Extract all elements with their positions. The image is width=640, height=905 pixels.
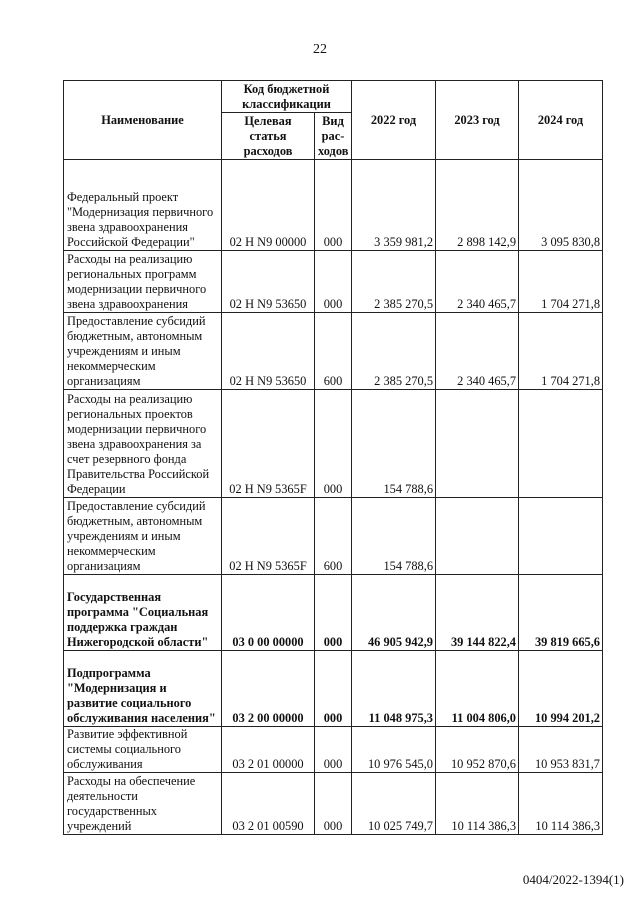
- row-value-2024: 10 994 201,2: [519, 651, 603, 727]
- header-expense-type: Вид рас-ходов: [315, 113, 352, 160]
- row-value-2022: 154 788,6: [352, 390, 436, 498]
- row-target-article: 03 2 01 00000: [222, 727, 315, 773]
- table-row: [64, 390, 603, 498]
- header-name: Наименование: [64, 81, 222, 160]
- header-target-article: Целевая статья расходов: [222, 113, 315, 160]
- row-value-2023: 10 114 386,3: [436, 773, 519, 835]
- row-name: Федеральный проект "Модернизация первичного звена здравоохранения Российской Федерации": [64, 160, 222, 251]
- row-target-article: 02 Н N9 5365F: [222, 498, 315, 575]
- row-value-2023: 11 004 806,0: [436, 651, 519, 727]
- row-expense-type: 000: [315, 773, 352, 835]
- row-value-2024: 3 095 830,8: [519, 160, 603, 251]
- row-value-2022: 46 905 942,9: [352, 575, 436, 651]
- row-expense-type: 000: [315, 390, 352, 498]
- row-expense-type: 000: [315, 651, 352, 727]
- row-target-article: 02 Н N9 53650: [222, 313, 315, 390]
- row-name: Предоставление субсидий бюджетным, автономным учреждениям и иным некоммерческим организациям: [64, 498, 222, 575]
- row-name: Расходы на реализацию региональных программ модернизации первичного звена здравоохранения: [64, 251, 222, 313]
- row-value-2024: 1 704 271,8: [519, 251, 603, 313]
- row-name: Предоставление субсидий бюджетным, автономным учреждениям и иным некоммерческим организациям: [64, 313, 222, 390]
- row-value-2023: 39 144 822,4: [436, 575, 519, 651]
- row-target-article: 03 2 01 00590: [222, 773, 315, 835]
- row-value-2023: [436, 498, 519, 575]
- table-row: [64, 575, 603, 651]
- row-value-2022: 154 788,6: [352, 498, 436, 575]
- row-value-2024: 1 704 271,8: [519, 313, 603, 390]
- row-target-article: 02 Н N9 5365F: [222, 390, 315, 498]
- row-value-2022: 10 025 749,7: [352, 773, 436, 835]
- header-year-2022: 2022 год: [352, 81, 436, 160]
- row-value-2022: 2 385 270,5: [352, 251, 436, 313]
- footer-document-code: 0404/2022-1394(1): [522, 872, 624, 887]
- row-value-2024: 39 819 665,6: [519, 575, 603, 651]
- row-value-2024: 10 114 386,3: [519, 773, 603, 835]
- row-value-2022: 10 976 545,0: [352, 727, 436, 773]
- table-row: [64, 651, 603, 727]
- row-value-2024: [519, 390, 603, 498]
- row-expense-type: 600: [315, 313, 352, 390]
- row-name: Государственная программа "Социальная поддержка граждан Нижегородской области": [64, 575, 222, 651]
- header-year-2023: 2023 год: [436, 81, 519, 160]
- table-row: [64, 773, 603, 835]
- table-row: [64, 313, 603, 390]
- row-name: Развитие эффективной системы социального обслуживания: [64, 727, 222, 773]
- header-code-group: Код бюджетной классификации: [222, 81, 352, 113]
- row-name: Подпрограмма "Модернизация и развитие социального обслуживания населения": [64, 651, 222, 727]
- row-name: Расходы на обеспечение деятельности государственных учреждений: [64, 773, 222, 835]
- budget-table: [63, 80, 603, 835]
- row-value-2024: [519, 498, 603, 575]
- table-row: [64, 498, 603, 575]
- row-expense-type: 000: [315, 160, 352, 251]
- row-value-2023: [436, 390, 519, 498]
- row-value-2022: 11 048 975,3: [352, 651, 436, 727]
- row-expense-type: 000: [315, 575, 352, 651]
- row-value-2023: 10 952 870,6: [436, 727, 519, 773]
- header-year-2024: 2024 год: [519, 81, 603, 160]
- row-value-2023: 2 340 465,7: [436, 251, 519, 313]
- row-value-2022: 3 359 981,2: [352, 160, 436, 251]
- row-target-article: 03 0 00 00000: [222, 575, 315, 651]
- row-target-article: 03 2 00 00000: [222, 651, 315, 727]
- row-value-2024: 10 953 831,7: [519, 727, 603, 773]
- table-row: [64, 160, 603, 251]
- row-expense-type: 000: [315, 727, 352, 773]
- row-name: Расходы на реализацию региональных проектов модернизации первичного звена здравоохранения за счет резервного фонда Правительства Российской Федерации: [64, 390, 222, 498]
- row-target-article: 02 Н N9 53650: [222, 251, 315, 313]
- table-row: [64, 727, 603, 773]
- row-value-2022: 2 385 270,5: [352, 313, 436, 390]
- row-expense-type: 000: [315, 251, 352, 313]
- row-expense-type: 600: [315, 498, 352, 575]
- row-value-2023: 2 898 142,9: [436, 160, 519, 251]
- row-target-article: 02 Н N9 00000: [222, 160, 315, 251]
- table-row: [64, 251, 603, 313]
- page-number: 22: [313, 42, 327, 57]
- row-value-2023: 2 340 465,7: [436, 313, 519, 390]
